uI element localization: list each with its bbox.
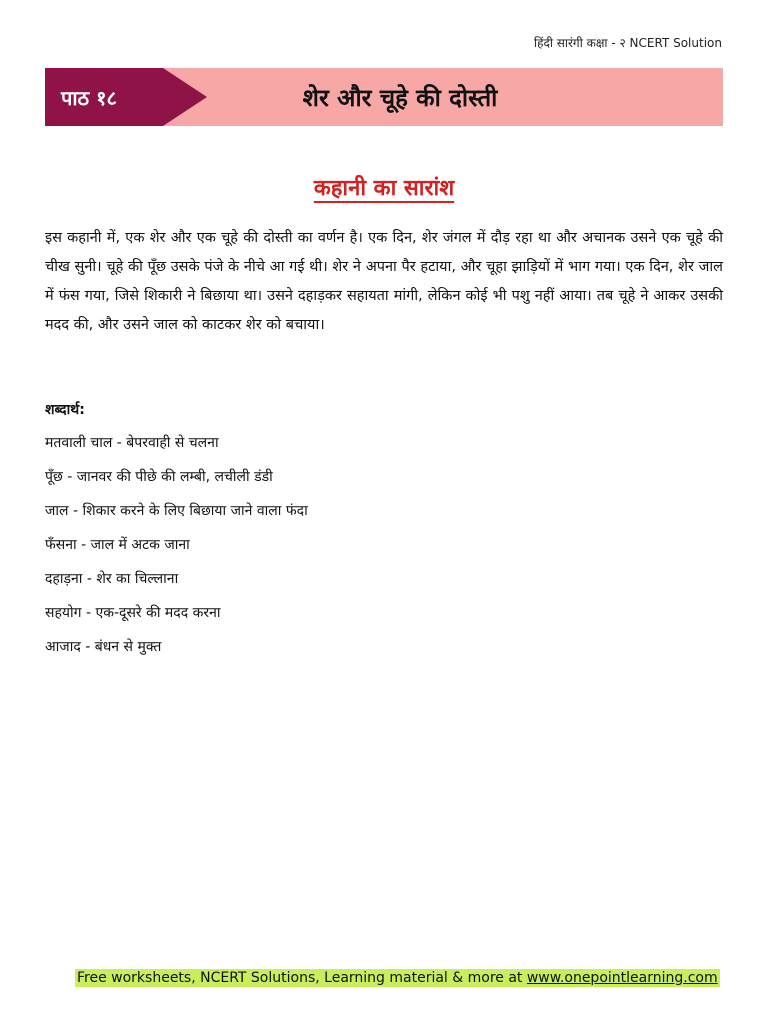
glossary-item: आजाद - बंधन से मुक्त [45, 639, 162, 655]
glossary-item: फँसना - जाल में अटक जाना [45, 537, 190, 553]
glossary-title: शब्दार्थ: [45, 402, 85, 418]
badge-arrow-shape [163, 68, 207, 126]
summary-paragraph: इस कहानी में, एक शेर और एक चूहे की दोस्ती का वर्णन है। एक दिन, शेर जंगल में दौड़ रहा था और अचानक उसने एक चूहे की चीख सुनी। चूहे की पूँछ उसके पंजे के नीचे आ गई थी। शेर ने अपना पैर हटाया, और चूहा झाड़ियों में भाग गया। एक दिन, शेर जाल में फंस गया, जिसे शिकारी ने बिछाया था। उसने दहाड़कर सहायता मांगी, लेकिन कोई भी पशु नहीं आया। तब चूहे ने आकर उसकी मदद की, और उसने जाल को काटकर शेर को बचाया। [45, 230, 723, 333]
glossary-item: दहाड़ना - शेर का चिल्लाना [45, 571, 179, 587]
summary-heading-wrap [0, 172, 768, 202]
footer-banner [75, 969, 720, 987]
glossary-item: सहयोग - एक-दूसरे की मदद करना [45, 605, 221, 621]
footer-text: Free worksheets, NCERT Solutions, Learning material & more at [77, 970, 527, 986]
glossary-item: जाल - शिकार करने के लिए बिछाया जाने वाला फंदा [45, 503, 308, 519]
glossary-item: पूँछ - जानवर की पीछे की लम्बी, लचीली डंडी [45, 469, 273, 485]
lesson-number-badge: पाठ १८ [45, 68, 163, 126]
glossary-item: मतवाली चाल - बेपरवाही से चलना [45, 435, 219, 451]
summary-heading: कहानी का सारांश [313, 176, 455, 201]
glossary-list [45, 431, 308, 669]
lesson-title: शेर और चूहे की दोस्ती [302, 83, 498, 112]
header-note: हिंदी सारंगी कक्षा - २ NCERT Solution [534, 36, 722, 50]
lesson-banner [45, 68, 723, 126]
footer-link[interactable]: www.onepointlearning.com [526, 970, 718, 986]
